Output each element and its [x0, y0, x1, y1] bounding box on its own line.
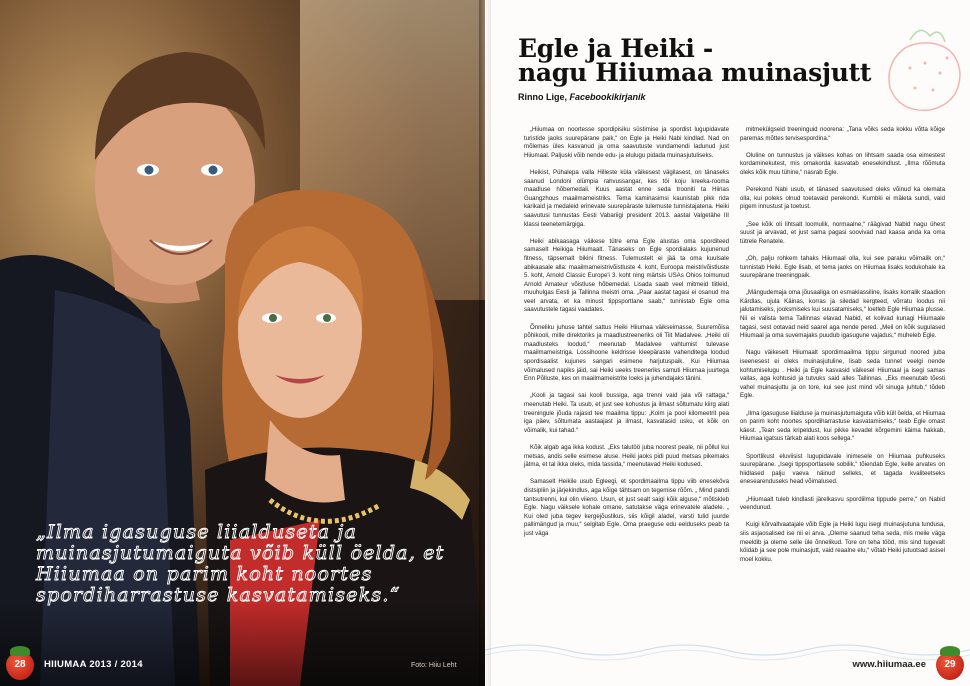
title-line-1: Egle ja Heiki -	[518, 34, 714, 63]
title-line-2: nagu Hiiumaa muinasjutt	[518, 58, 872, 87]
paragraph: Nagu väikeselt Hiiumaalt spordimaailma tippu sirgunud noored juba iseenesest ei oleks muinasjutuline, lisab seda tunnet veelgi nende kohtumiselugu . Heiki ja Egle kasvasid väikesel Hiiumaal ja isegi samas vallas, aga kohtusid ja tutvuks said alles Tallinnas. „Eks meenutab tõesti vahel muinasjuttu ja on tore, kui see just mind või sinuga juhtub,“ tõdeb Egle.	[740, 349, 945, 400]
pull-quote: „Ilma igasuguse liialduseta ja muinasjutumaiguta võib küll öelda, et Hiiumaa on parim koht noortes spordiharrastuse kasvatamiseks.“	[36, 521, 445, 606]
magazine-issue: HIIUMAA 2013 / 2014	[44, 658, 143, 670]
paragraph: „Kooli ja tagasi sai kooli bussiga, aga trenni vaid jala või rattaga,“ meenutab Heiki. Ta usub, et just see kohustus ja ilmast sõltumatu kiirg alati treeningule jõuda rajasid tee maailma tippu: „Kolm ja pool kilomeetrit pea iga päev, sõltumata aastaajast ja ilmast, kasvatasid usku, et kõik on võimalik, kui tahad.“	[524, 392, 729, 434]
paragraph: „Hiiumaalt tuleb kindlasti järelkasvu spordiilma tippude perre,“ on Nabid veendunud.	[740, 495, 945, 512]
paragraph: Samaselt Heikile usub Egleegi, et spordimaailma tippu viib eneseköva distsipliin ja järjekindlus, aga kõige tähtsam on tegemise rõõm. „ Mind pandi tantsutrenni, kui olin viieno. Usun, et just sealt saigi kõik alguse,“ mõtiskleb Egle. Nagu väiksele kohale omane, satutakse väga erinevatele aladele. „ Kui oled juba tegev kergejõustikus, siis kõigil aladel, varsti tulid juurde pallimängud ja muu,“ selgitab Egle. Oma praeguse edu eelduseks peab ta just väga	[524, 478, 729, 537]
paragraph: Sportlikust eluviisist lugupidavale inimesele on Hiiumaa puhkuseks suurepärane. „Isegi tippsportlasele sobilik,“ tõiendab Egle, kelle arvates on hiidlased palju vaeva näinud selleks, et tagada kvaliteetseks enesearenduseks head võimalused.	[740, 452, 945, 486]
strawberry-icon	[4, 646, 36, 682]
paragraph: Perekond Nabi usub, et tänased saavutused oleks võinud ka olemata olla, kui poleks olnud toetavaid perekondi. Kumbki ei mäleta sundi, vaid pigem innustust ja toetust.	[740, 186, 945, 211]
author-role: Facebookikirjanik	[569, 92, 646, 102]
byline	[518, 92, 646, 102]
paragraph: „Hiiumaa on noortesse spordipisiku süstimise ja spordist lugupidavate turistide jaoks suurepärane paik,“ on Egle ja Heiki Nabi kindlad. Nad on mõlemas üles kasvanud ja oma saavutuste vundamendi ladunud just Hiiumaal. Paljuski võib nende edu- ja elulugu pidada muinasjutuliseks.	[524, 126, 729, 159]
paragraph: Oluline on tunnustus ja väikses kohas on lihtsam saada osa eimestest kordaminekutest, mis omakorda kasvatab enesekindlust. „Ilma rõõmuta oleks kõik muu tühine,“ nasrab Egle.	[740, 151, 945, 176]
strawberry-icon	[934, 646, 966, 682]
paragraph: „Mängudemaja oma jõusaaliga on esmaklassiline, lisaks korralik staadion Kärdlas, ujula Käinas, korras ja siledad kergteed, võrratu loodus nii jalutamiseks, jooksmiseks kui suusatamiseks,“ loetleb Egle Hiiumaa plusse. Nii ei valista tema Tallinnas elavad Nabid, et kolivad kunagi Hiiumaale tagasi, sest ootavad neid saarel aga nende pered. „Meil on kõik sugulased Hiiumaal ja oma suvemajaks puudub igasugune vajadus,“ muheleb Egle.	[740, 289, 945, 340]
article-title	[518, 34, 872, 87]
website-link[interactable]: www.hiiumaa.ee	[852, 658, 926, 670]
right-folio	[852, 646, 966, 682]
article-column-1	[524, 126, 729, 547]
author-name: Rinno Lige,	[518, 92, 567, 102]
right-page-number: 29	[944, 659, 956, 670]
photo-credit: Foto: Hiiu Leht	[411, 662, 457, 669]
left-page-number: 28	[14, 659, 26, 670]
left-folio	[4, 646, 143, 682]
paragraph: „See kõik oli lihtsalt loomulik, normaalne,“ räägivad Nabid nagu ühest suust ja arvavad, et just sama pagasi soovivad nad kaasa anda ka oma tütrele Renatele.	[740, 220, 945, 245]
paragraph: Kuigi kõrvaltvaatajale võib Egle ja Heiki lugu isegi muinasjutuna tundusa, siis asjaosalised ise nii ei arva. „Oleme saanud teha seda, mis meile väga meeldib ja oleme selle üle õnnelikud. Tore on teha tööd, mis sind tugevalt köidab ja see pole muinasjutt, vaid reaalne elu,“ võtab Heiki jutuotsad asisel moel kokku.	[740, 521, 945, 563]
right-page	[485, 0, 970, 686]
strawberry-outline-icon	[875, 18, 965, 118]
paragraph: Õnneliku juhuse tahtel sattus Heiki Hiiumaa väikseimasse, Suuremõisa põhikooli, mille direktoriks ja maadlustreeneriks oli Tiit Madalvee. „Heiki oli maadlusteks loodud,“ meenutab Madalvee vahtumist tulevase maailmameistriga. Lossihoone keldrisse kleepäraste vahenditega loodud spordisaalist kujunes sangari esimene harjutuspaik. Kui Hiiumaa võimalused napiks jäid, sai Heiki ueeks treeneriks samuti Hiiumaa juurtega Enn Põlluste, kes on maailmameistrite loeks ja juhendajaks tänini.	[524, 323, 729, 383]
paragraph: Heikist, Pühalepa valla Hilleste küla väikesest vägilasest, on tänaseks saanud Londoni olümpia rahvussangar, kes töi koju kreeka-rooma maadluse hõbemedali. Kuus aastat enne seda trooniti ta Hiinas Guangzhous maailmameistriks. Tema kaminasimsi kaunistab pikk rida karikaid ja medaleid erinevate suurepäraste tulemuste tunnistajatena. Heiki saavutusi tunnustas Eesti Vabariigi president 2013. aastal Valgetähe III klassi teenetemärgiga.	[524, 168, 729, 228]
paragraph: „Oh, palju rohkem tahaks Hiiumaal olla, kui see paraku võimalik on,“ tunnistab Heiki. Egle lisab, et tema jaoks on Hiiumaa lisaks kodukohale ka suurepärane treeningpaik.	[740, 254, 945, 280]
paragraph: Kõik algab aga ikka kodust. „Eks talutöö juba noorest peale, nii põllul kui metsas, andis selle esimese aluse. Heiki jaoks pidi puud metsas pikemaks jätma, et tal ikka oleks, mida tassida,“ meenutavad Heiki kodused.	[524, 443, 729, 469]
article-column-2	[740, 126, 945, 573]
page-gutter	[479, 0, 491, 686]
paragraph: mitmekülgseid treeninguid noorena: „Tana võiks seda kokku võtta kõige paremas mõttes tervisespordina.“	[740, 126, 945, 142]
paragraph: Heiki abikaasaga väikese tütre ema Egle alustas oma sporditeed samaselt Heikiga Hiiumaalt. Tänaseks on Egle spordialaks kujunenud fitness, täpsemalt bikini fitness. Tulemustelt ei jää ta oma kuulsale abikaasale alla: maailmameistrivõistluste 4. koht, Euroopa meistrivõistluste 5. koht, Arnold Classic Europe'i 3. koht ning märtsis USAs Ohios toimunud Arnold Amateur võistluse hõbemedal. Lisada saab veel mitmeid tiitleid, muuhulgas Eesti ja Tallinna meistri oma. „Paar aastat tagasi ei osanud ma veel arvata, et ka minust tippsportlane saab,“ tunnistab Egle oma saavutustele tagasi vaadates.	[524, 237, 729, 314]
paragraph: „Ilma igasuguse liialduse ja muinasjutumaiguta võib küll öelda, et Hiiumaa on parim koht noortes spordiharrastuse kasvatamiseks,“ teab Egle omast käest. „Tean seda kripeldust, kui pikke kevadel kõrgemini käima hakkab, Hiiumaa igatsus tärkab alati koos sellega.“	[740, 409, 945, 443]
